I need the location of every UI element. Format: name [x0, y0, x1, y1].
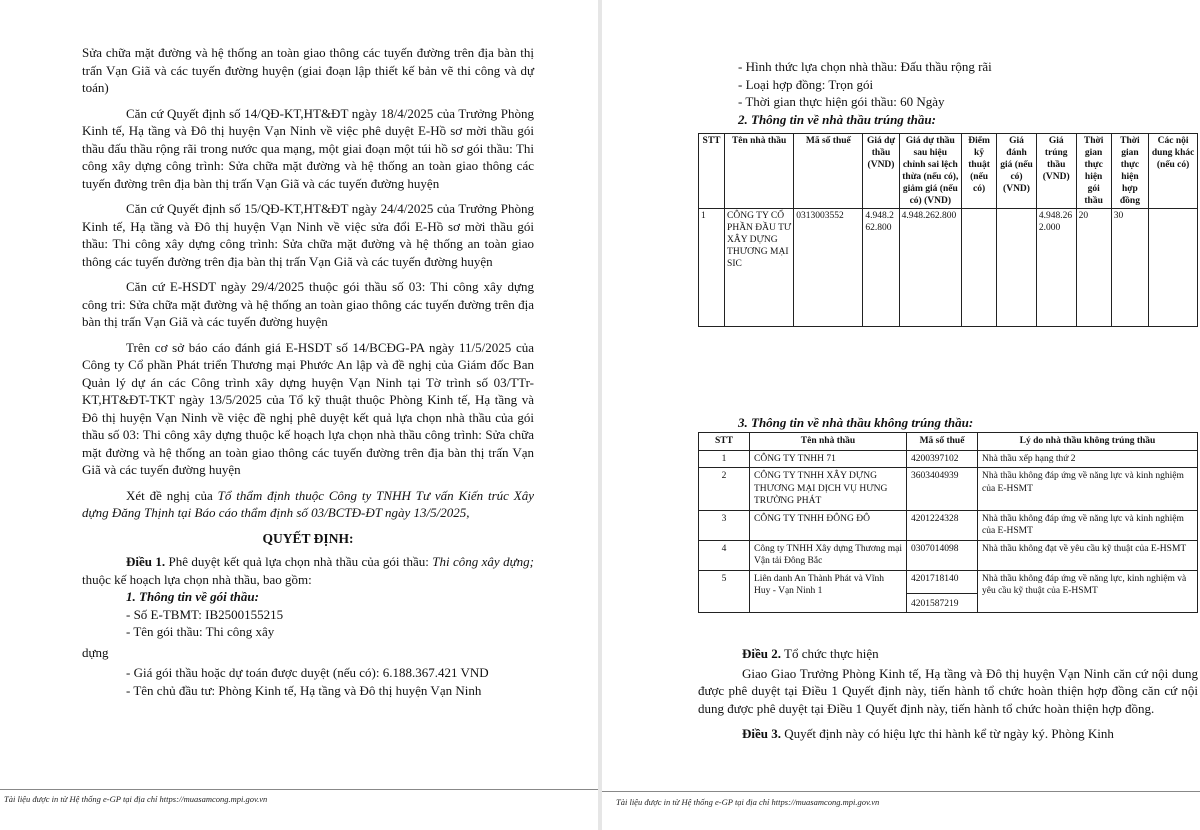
table-cell: CÔNG TY TNHH XÂY DỰNG THƯƠNG MẠI DỊCH VỤ HƯNG TRƯỜNG PHÁT [750, 468, 907, 511]
footer-divider [0, 789, 598, 790]
table-cell: 0307014098 [907, 540, 978, 570]
header-cell: Giá dự thầu (VND) [863, 134, 899, 209]
item-tbmt: - Số E-TBMT: IB2500155215 [126, 606, 284, 622]
article-2-text: Tổ chức thực hiện [781, 646, 879, 661]
article-1-tail: thuộc kế hoạch lựa chọn nhà thầu, bao gồm: [82, 571, 312, 587]
basis-paragraph-4: Trên cơ sở báo cáo đánh giá E-HSDT số 14/BCĐG-PA ngày 11/5/2025 của Công ty Cổ phần Phát triển Thương mại Phước An lập và đề nghị của Giám đốc Ban Quản lý dự án các Công trình xây dựng huyện Vạn Ninh tại Tờ trình số 03/TTr-KT,HT&ĐT-TKT ngày 13/5/2025 của Tổ kỹ thuật thuộc Phòng Kinh tế, Hạ tầng và Đô thị huyện Vạn Ninh về việc đề nghị phê duyệt kết quả lựa chọn nhà thầu của gói thầu số 03: Thi công xây dựng thuộc kế hoạch lựa chọn nhà thầu công trình: Sửa chữa mặt đường và hệ thống an toàn giao thông các tuyến đường trên địa bàn thị trấn Vạn Giã và các tuyến đường huyện [82, 339, 534, 477]
header-cell: Mã số thuế [794, 134, 863, 209]
intro-paragraph: Sửa chữa mặt đường và hệ thống an toàn giao thông các tuyến đường trên địa bàn thị trấn Vạn Giã và các tuyến đường huyện (giai đoạn lập thiết kế bản vẽ thi công và dự toán) [82, 45, 534, 95]
table-cell [997, 209, 1037, 327]
article-1-italic: Thi công xây dựng; [432, 554, 535, 569]
table-cell: 5 [699, 570, 750, 613]
table-cell: Nhà thầu không đáp ứng về năng lực và kinh nghiệm của E-HSMT [978, 510, 1198, 540]
header-cell: Giá trúng thầu (VND) [1036, 134, 1076, 209]
table-cell: 0313003552 [794, 209, 863, 327]
table-cell: 4 [699, 540, 750, 570]
table-cell: 4.948.262.000 [1036, 209, 1076, 327]
left-text-column [82, 44, 534, 699]
header-cell: Các nội dung khác (nếu có) [1149, 134, 1198, 209]
table-cell: 3 [699, 510, 750, 540]
table-cell: 4.948.262.800 [899, 209, 961, 327]
item-selection-method: - Hình thức lựa chọn nhà thầu: Đấu thầu rộng rãi [738, 59, 992, 74]
table-cell: 30 [1111, 209, 1148, 327]
article-1 [82, 553, 534, 588]
header-cell: Thời gian thực hiện gói thầu [1076, 134, 1111, 209]
table-cell [907, 570, 978, 613]
table-cell: Nhà thầu xếp hạng thứ 2 [978, 450, 1198, 468]
table-row [699, 510, 1198, 540]
item-investor: - Tên chủ đầu tư: Phòng Kinh tế, Hạ tầng và Đô thị huyện Vạn Ninh [126, 682, 482, 698]
table-cell: Nhà thầu không đáp ứng về năng lực, kinh nghiệm và yêu cầu kỹ thuật của E-HSMT [978, 570, 1198, 613]
table-cell: Liên danh An Thành Phát và Vĩnh Huy - Vạn Ninh 1 [750, 570, 907, 613]
table-cell: CÔNG TY TNHH 71 [750, 450, 907, 468]
table-cell: 4201224328 [907, 510, 978, 540]
table-cell: Nhà thầu không đạt về yêu cầu kỹ thuật của E-HSMT [978, 540, 1198, 570]
document-page-right [602, 0, 1200, 830]
header-cell: Điểm kỹ thuật (nếu có) [962, 134, 997, 209]
table-row [699, 450, 1198, 468]
table-cell: Nhà thầu không đáp ứng về năng lực và kinh nghiệm của E-HSMT [978, 468, 1198, 511]
article-3-text: Quyết định này có hiệu lực thi hành kể từ ngày ký. Phòng Kinh [781, 726, 1114, 741]
footer-note: Tài liệu được in từ Hệ thống e-GP tại địa chỉ https://muasamcong.mpi.gov.vn [616, 797, 880, 807]
footer-divider [602, 791, 1200, 792]
table-row [699, 468, 1198, 511]
table-cell: 4.948.262.800 [863, 209, 899, 327]
table-cell: CÔNG TY TNHH ĐÔNG ĐÔ [750, 510, 907, 540]
proposal-paragraph [82, 487, 534, 522]
document-page-left [0, 0, 598, 830]
article-2-label: Điều 2. [742, 646, 781, 661]
table-cell: Công ty TNHH Xây dựng Thương mại Vận tải Đông Bắc [750, 540, 907, 570]
non-winner-table [698, 432, 1198, 613]
tax-code-2: 4201587219 [911, 598, 959, 609]
article-1-label: Điều 1. [126, 554, 166, 569]
section-2-heading: 2. Thông tin về nhà thầu trúng thầu: [738, 111, 936, 127]
table-cell: 1 [699, 209, 725, 327]
header-cell: Mã số thuế [907, 433, 978, 451]
table-row [699, 540, 1198, 570]
basis-paragraph-3: Căn cứ E-HSDT ngày 29/4/2025 thuộc gói thầu số 03: Thi công xây dựng công tri: Sửa chữa mặt đường và hệ thống an toàn giao thông các tuyến đường trên địa bàn thị trấn Vạn Giã và các tuyến đường huyện [82, 279, 534, 329]
footer-note: Tài liệu được in từ Hệ thống e-GP tại địa chỉ https://muasamcong.mpi.gov.vn [4, 794, 268, 804]
item-duration: - Thời gian thực hiện gói thầu: 60 Ngày [738, 94, 945, 109]
article-1-text: Phê duyệt kết quả lựa chọn nhà thầu của gói thầu: [165, 554, 433, 569]
item-package-name: - Tên gói thầu: Thi công xây [126, 624, 275, 639]
item-package-price: - Giá gói thầu hoặc dự toán được duyệt (nếu có): 6.188.367.421 VND [126, 665, 489, 680]
proposal-italic: Tổ thẩm định thuộc Công ty TNHH Tư vấn Kiến trúc Xây dựng Đăng Thịnh tại Báo cáo thẩm định số 03/BCTĐ-ĐT ngày 13/5/2025, [82, 487, 534, 520]
table-row [699, 209, 1198, 327]
non-winner-table-header [699, 433, 1198, 451]
header-cell: Tên nhà thầu [750, 433, 907, 451]
header-cell: STT [699, 433, 750, 451]
table-cell: 4200397102 [907, 450, 978, 468]
table-cell: 1 [699, 450, 750, 468]
item-contract-type: - Loại hợp đồng: Trọn gói [738, 76, 874, 92]
article-2 [698, 645, 1198, 663]
item-package-name-cont: dựng [82, 644, 109, 660]
article-3 [698, 725, 1198, 743]
basis-paragraph-2: Căn cứ Quyết định số 15/QĐ-KT,HT&ĐT ngày 24/4/2025 của Trưởng Phòng Kinh tế, Hạ tầng và Đô thị huyện Vạn Ninh về việc sửa đổi E-Hồ sơ mời thầu gói thầu: Thi công xây dựng công trình: Sửa chữa mặt đường và hệ thống an toàn giao thông các tuyến đường trên địa bàn thị trấn Vạn Giã và các tuyến đường huyện [82, 201, 534, 269]
decision-heading: QUYẾT ĐỊNH: [262, 530, 354, 546]
section-1-heading: 1. Thông tin về gói thầu: [126, 589, 259, 604]
table-cell: CÔNG TY CỔ PHẦN ĐẦU TƯ XÂY DỰNG THƯƠNG MẠI SIC [725, 209, 794, 327]
table-cell: 2 [699, 468, 750, 511]
winner-table [698, 133, 1198, 327]
table-cell [1149, 209, 1198, 327]
table-row [699, 570, 1198, 613]
table-cell: 3603404939 [907, 468, 978, 511]
header-cell: STT [699, 134, 725, 209]
package-info-list [738, 58, 1158, 128]
section-3-heading: 3. Thông tin về nhà thầu không trúng thầu: [738, 415, 974, 430]
table-cell [962, 209, 997, 327]
header-cell: Giá đánh giá (nếu có) (VND) [997, 134, 1037, 209]
basis-paragraph-1: Căn cứ Quyết định số 14/QĐ-KT,HT&ĐT ngày 18/4/2025 của Trưởng Phòng Kinh tế, Hạ tầng và Đô thị huyện Vạn Ninh về việc phê duyệt E-Hồ sơ mời thầu gói thầu đấu thầu rộng rãi trong nước qua mạng, một giai đoạn một túi hồ sơ gói thầu: Thi công xây dựng công trình: Sửa chữa mặt đường và hệ thống an toàn giao thông các tuyến đường trên địa bàn thị trấn Vạn Giã và các tuyến đường huyện [82, 105, 534, 191]
header-cell: Tên nhà thầu [725, 134, 794, 209]
proposal-prefix: Xét đề nghị của [126, 487, 218, 503]
winner-table-header [699, 134, 1198, 209]
header-cell: Thời gian thực hiện hợp đồng [1111, 134, 1148, 209]
articles-2-3 [698, 645, 1198, 743]
header-cell: Lý do nhà thầu không trúng thầu [978, 433, 1198, 451]
article-3-label: Điều 3. [742, 726, 781, 741]
tax-code-1: 4201718140 [907, 571, 977, 594]
header-cell: Giá dự thầu sau hiệu chỉnh sai lệch thừa (nếu có), giảm giá (nếu có) (VND) [899, 134, 961, 209]
table-cell: 20 [1076, 209, 1111, 327]
article-2-body: Giao Giao Trưởng Phòng Kinh tế, Hạ tầng và Đô thị huyện Vạn Ninh căn cứ nội dung được phê duyệt tại Điều 1 Quyết định này, tiến hành tổ chức hoàn thiện hợp đồng căn cứ nội dung được phê duyệt tại Điều 1 Quyết định này, tiến hành tổ chức hoàn thiện hợp đồng. [698, 665, 1198, 716]
